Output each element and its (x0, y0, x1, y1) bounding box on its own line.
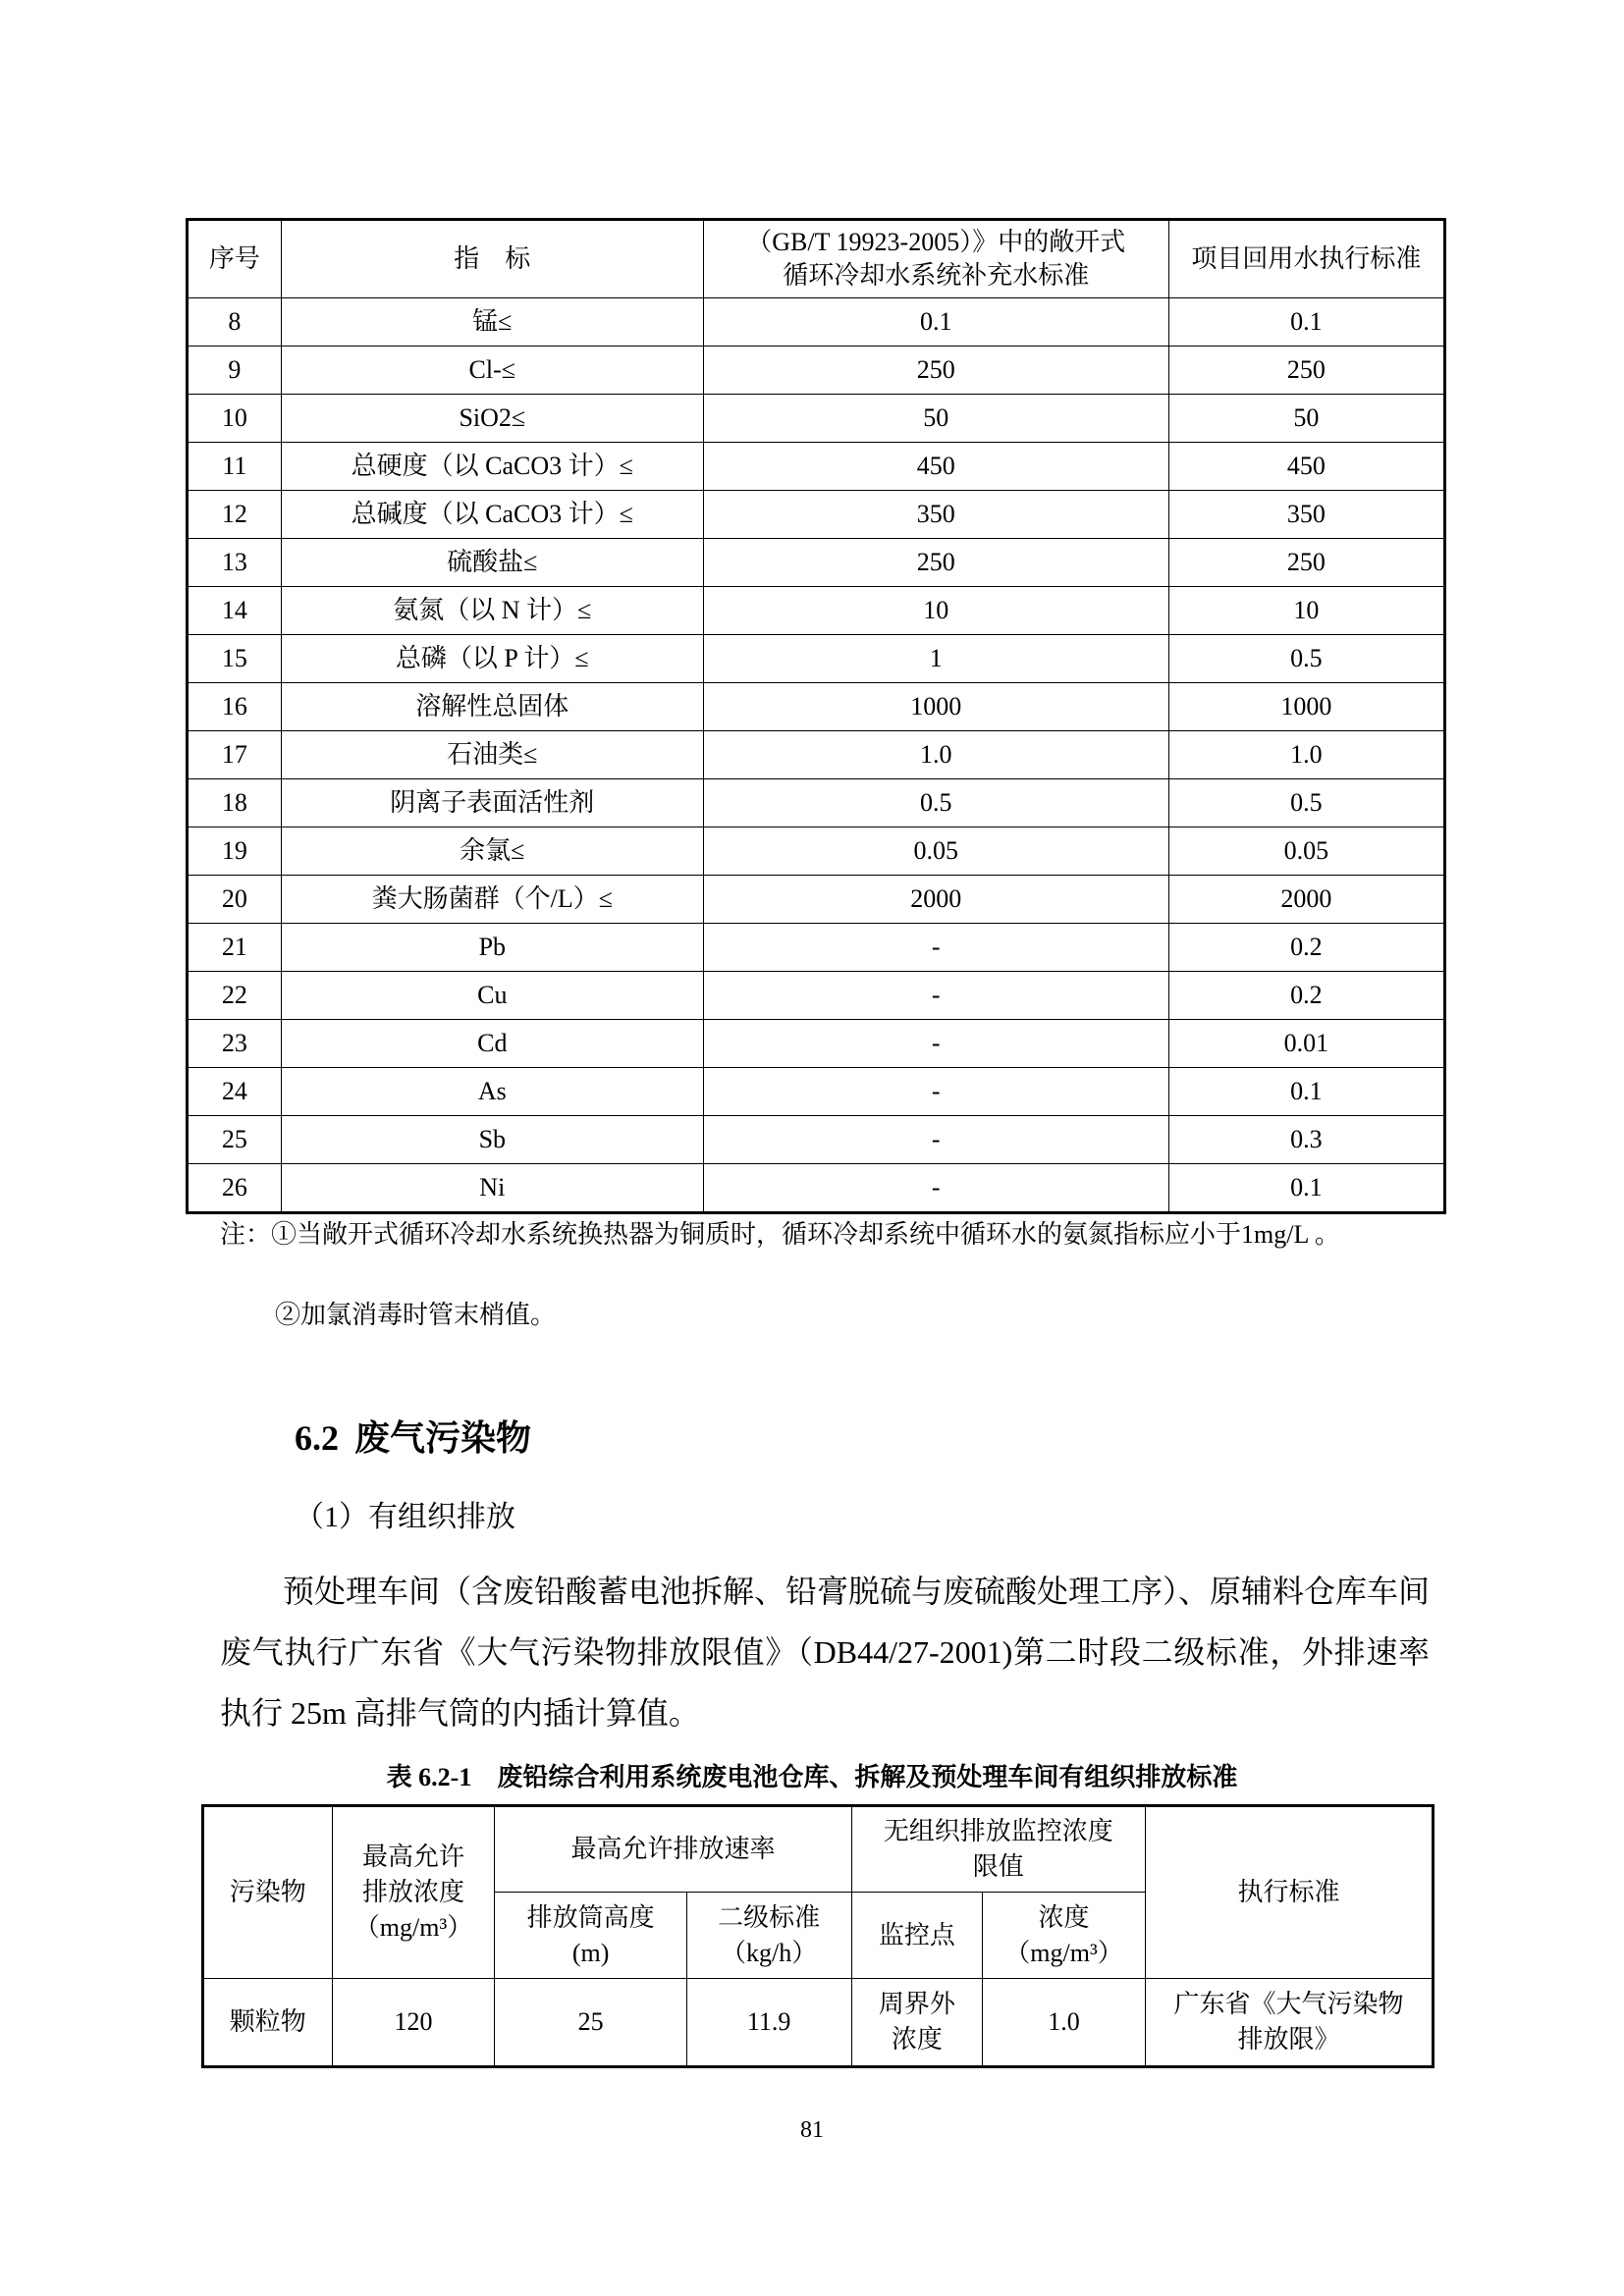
water-quality-standard-table (186, 218, 1446, 1214)
cell-indicator: 总碱度（以 CaCO3 计）≤ (281, 491, 703, 539)
cell-indicator: Sb (281, 1116, 703, 1164)
cell-no: 16 (188, 683, 282, 731)
section-title: 废气污染物 (354, 1418, 532, 1458)
section-heading (295, 1411, 531, 1461)
cell-indicator: 粪大肠菌群（个/L）≤ (281, 876, 703, 924)
cell-max-concentration: 120 (332, 1979, 495, 2067)
cell-indicator: As (281, 1068, 703, 1116)
table-row (188, 298, 1445, 347)
header-fugitive-limit-line1: 无组织排放监控浓度 (883, 1817, 1113, 1845)
table-row (188, 876, 1445, 924)
cell-indicator: Cu (281, 972, 703, 1020)
cell-std: 0.5 (703, 779, 1168, 828)
cell-standard-line2: 排放限》 (1237, 2025, 1340, 2054)
cell-std: 250 (703, 539, 1168, 587)
cell-indicator: 氨氮（以 N 计）≤ (281, 587, 703, 635)
header-gb-standard-line2: 循环冷却水系统补充水标准 (783, 261, 1090, 290)
cell-indicator: 总硬度（以 CaCO3 计）≤ (281, 443, 703, 491)
header-stack-height (495, 1893, 686, 1979)
cell-project: 2000 (1168, 876, 1444, 924)
table-row (188, 1164, 1445, 1213)
cell-no: 20 (188, 876, 282, 924)
header-gb-standard-line1: （GB/T 19923-2005）》中的敞开式 (746, 228, 1126, 256)
cell-no: 24 (188, 1068, 282, 1116)
header-pollutant: 污染物 (203, 1806, 333, 1979)
cell-std: 350 (703, 491, 1168, 539)
cell-project: 50 (1168, 395, 1444, 443)
cell-no: 12 (188, 491, 282, 539)
cell-indicator: 余氯≤ (281, 828, 703, 876)
section-number: 6.2 (295, 1418, 339, 1458)
cell-monitor-point-line1: 周界外 (878, 1990, 955, 2018)
table-row (203, 1979, 1434, 2067)
cell-project: 0.1 (1168, 298, 1444, 347)
cell-std: 250 (703, 347, 1168, 395)
cell-project: 0.5 (1168, 635, 1444, 683)
cell-indicator: 阴离子表面活性剂 (281, 779, 703, 828)
table-row (188, 924, 1445, 972)
table-note-2: ②加氯消毒时管末梢值。 (275, 1301, 557, 1329)
cell-std: 1 (703, 635, 1168, 683)
header-level2-line1: 二级标准 (718, 1902, 821, 1932)
cell-project: 1.0 (1168, 731, 1444, 779)
cell-no: 9 (188, 347, 282, 395)
cell-std: 1.0 (703, 731, 1168, 779)
cell-project: 250 (1168, 539, 1444, 587)
cell-std: - (703, 972, 1168, 1020)
cell-project: 0.5 (1168, 779, 1444, 828)
cell-project: 350 (1168, 491, 1444, 539)
table-row (188, 587, 1445, 635)
cell-std: 2000 (703, 876, 1168, 924)
cell-project: 10 (1168, 587, 1444, 635)
header-project-standard: 项目回用水执行标准 (1168, 220, 1444, 298)
header-stack-height-unit: (m) (571, 1938, 610, 1967)
cell-std: - (703, 924, 1168, 972)
cell-indicator: Cd (281, 1020, 703, 1068)
cell-std: 0.05 (703, 828, 1168, 876)
header-indicator: 指 标 (281, 220, 703, 298)
page-number: 81 (800, 2117, 824, 2143)
header-max-concentration (332, 1806, 495, 1979)
header-level2 (686, 1893, 851, 1979)
header-max-rate: 最高允许排放速率 (495, 1806, 851, 1893)
header-gb-standard (703, 220, 1168, 298)
cell-project: 0.05 (1168, 828, 1444, 876)
cell-monitor-point-line2: 浓度 (891, 2025, 943, 2054)
cell-no: 26 (188, 1164, 282, 1213)
cell-project: 1000 (1168, 683, 1444, 731)
table-row (188, 347, 1445, 395)
table-row (188, 1116, 1445, 1164)
cell-no: 19 (188, 828, 282, 876)
cell-monitor-point (851, 1979, 983, 2067)
table-row (188, 731, 1445, 779)
cell-level2: 11.9 (686, 1979, 851, 2067)
cell-project: 450 (1168, 443, 1444, 491)
cell-std: - (703, 1116, 1168, 1164)
header-max-concentration-line2: 排放浓度 (362, 1878, 465, 1906)
body-paragraph: 预处理车间（含废铅酸蓄电池拆解、铅膏脱硫与废硫酸处理工序）、原辅料仓库车间废气执行广东省《大气污染物排放限值》（DB44/27-2001)第二时段二级标准，外排速率执行 25m 高排气筒的内插计算值。 (220, 1574, 1431, 1731)
cell-no: 21 (188, 924, 282, 972)
cell-std: 50 (703, 395, 1168, 443)
table-header-row (188, 220, 1445, 298)
cell-project: 0.2 (1168, 972, 1444, 1020)
table-row (188, 683, 1445, 731)
cell-indicator: SiO2≤ (281, 395, 703, 443)
header-standard: 执行标准 (1145, 1806, 1433, 1979)
cell-indicator: Ni (281, 1164, 703, 1213)
cell-std: 1000 (703, 683, 1168, 731)
cell-no: 18 (188, 779, 282, 828)
cell-no: 22 (188, 972, 282, 1020)
header-monitor-point: 监控点 (851, 1893, 983, 1979)
table-row (188, 395, 1445, 443)
emission-standard-table (201, 1804, 1435, 2068)
cell-std: - (703, 1020, 1168, 1068)
cell-no: 13 (188, 539, 282, 587)
cell-no: 23 (188, 1020, 282, 1068)
cell-project: 0.1 (1168, 1164, 1444, 1213)
cell-no: 25 (188, 1116, 282, 1164)
table-row (188, 1020, 1445, 1068)
cell-project: 250 (1168, 347, 1444, 395)
cell-std: - (703, 1068, 1168, 1116)
cell-indicator: Pb (281, 924, 703, 972)
cell-indicator: 溶解性总固体 (281, 683, 703, 731)
cell-std: - (703, 1164, 1168, 1213)
cell-indicator: Cl-≤ (281, 347, 703, 395)
table-row (188, 779, 1445, 828)
cell-std: 0.1 (703, 298, 1168, 347)
header-level2-unit: （kg/h） (721, 1938, 818, 1967)
table-row (188, 539, 1445, 587)
cell-indicator: 硫酸盐≤ (281, 539, 703, 587)
cell-indicator: 总磷（以 P 计）≤ (281, 635, 703, 683)
table-row (188, 491, 1445, 539)
cell-no: 14 (188, 587, 282, 635)
cell-project: 0.01 (1168, 1020, 1444, 1068)
table-caption: 表 6.2-1 废铅综合利用系统废电池仓库、拆解及预处理车间有组织排放标准 (386, 1763, 1238, 1791)
header-fugitive-limit (851, 1806, 1145, 1893)
cell-stack-height: 25 (495, 1979, 686, 2067)
cell-no: 8 (188, 298, 282, 347)
subheading: （1）有组织排放 (295, 1501, 515, 1533)
cell-project: 0.2 (1168, 924, 1444, 972)
cell-indicator: 锰≤ (281, 298, 703, 347)
header-fugitive-limit-line2: 限值 (972, 1852, 1024, 1881)
table-body (188, 298, 1445, 1213)
header-max-concentration-unit: （mg/m³） (353, 1913, 473, 1942)
cell-no: 10 (188, 395, 282, 443)
table-row (188, 443, 1445, 491)
cell-standard-line1: 广东省《大气污染物 (1173, 1990, 1404, 2018)
table-row (188, 828, 1445, 876)
header-concentration-unit: （mg/m³） (1004, 1938, 1123, 1967)
table-row (188, 972, 1445, 1020)
cell-indicator: 石油类≤ (281, 731, 703, 779)
cell-std: 450 (703, 443, 1168, 491)
cell-no: 15 (188, 635, 282, 683)
table-header-row (203, 1806, 1434, 1893)
cell-std: 10 (703, 587, 1168, 635)
table-note-1: 注：①当敞开式循环冷却水系统换热器为铜质时，循环冷却系统中循环水的氨氮指标应小于1mg/L 。 (220, 1220, 1340, 1249)
cell-project: 0.1 (1168, 1068, 1444, 1116)
table-row (188, 1068, 1445, 1116)
header-max-concentration-line1: 最高允许 (362, 1842, 465, 1871)
header-serial-no: 序号 (188, 220, 282, 298)
cell-no: 17 (188, 731, 282, 779)
cell-no: 11 (188, 443, 282, 491)
header-concentration-line1: 浓度 (1038, 1902, 1090, 1932)
cell-concentration: 1.0 (983, 1979, 1146, 2067)
header-stack-height-line1: 排放筒高度 (526, 1902, 655, 1932)
cell-standard (1145, 1979, 1433, 2067)
cell-pollutant: 颗粒物 (203, 1979, 333, 2067)
header-concentration (983, 1893, 1146, 1979)
cell-project: 0.3 (1168, 1116, 1444, 1164)
table-row (188, 635, 1445, 683)
